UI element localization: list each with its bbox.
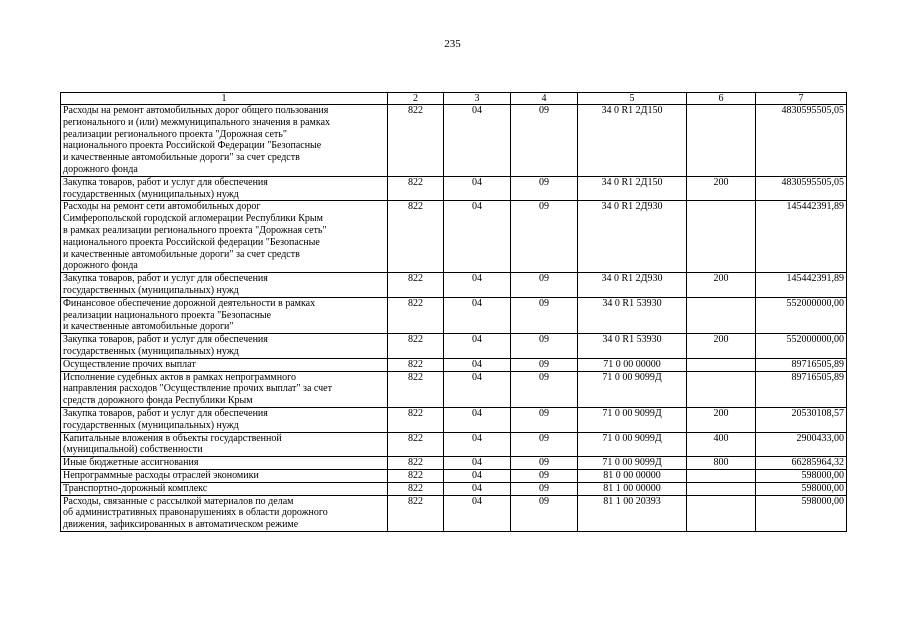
expense-name-cell: Финансовое обеспечение дорожной деятельности в рамках реализации национального проекта "Безопасные и качественные автомобильные дороги" [61,297,388,333]
table-row [61,432,847,457]
section-code-cell: 04 [444,371,511,407]
ministry-code-cell: 822 [388,273,444,298]
target-article-cell: 71 0 00 9099Д [578,371,687,407]
target-article-cell: 34 0 R1 2Д150 [578,105,687,177]
expense-name-cell: Расходы на ремонт автомобильных дорог общего пользования регионального и (или) межмуниципального значения в рамках реализации регионального проекта "Дорожная сеть" национального проекта Российской Федерации "Безопасные и качественные автомобильные дороги" за счет средств дорожного фонда [61,105,388,177]
ministry-code-cell: 822 [388,358,444,371]
ministry-code-cell: 822 [388,371,444,407]
expense-name-cell: Иные бюджетные ассигнования [61,457,388,470]
table-row [61,297,847,333]
table-row [61,371,847,407]
expense-type-cell: 200 [687,407,756,432]
ministry-code-cell: 822 [388,495,444,531]
ministry-code-cell: 822 [388,469,444,482]
amount-cell: 598000,00 [756,482,847,495]
column-header: 6 [687,93,756,105]
ministry-code-cell: 822 [388,176,444,201]
expense-type-cell: 800 [687,457,756,470]
amount-cell: 598000,00 [756,495,847,531]
amount-cell: 89716505,89 [756,371,847,407]
table-row [61,457,847,470]
ministry-code-cell: 822 [388,334,444,359]
subsection-code-cell: 09 [511,371,578,407]
table-body [61,105,847,532]
subsection-code-cell: 09 [511,273,578,298]
amount-cell: 2900433,00 [756,432,847,457]
subsection-code-cell: 09 [511,407,578,432]
section-code-cell: 04 [444,297,511,333]
ministry-code-cell: 822 [388,105,444,177]
subsection-code-cell: 09 [511,432,578,457]
target-article-cell: 34 0 R1 53930 [578,297,687,333]
expense-type-cell [687,495,756,531]
subsection-code-cell: 09 [511,358,578,371]
amount-cell: 145442391,89 [756,201,847,273]
table-row [61,334,847,359]
column-header: 4 [511,93,578,105]
section-code-cell: 04 [444,495,511,531]
target-article-cell: 71 0 00 00000 [578,358,687,371]
table-row [61,273,847,298]
table-row [61,482,847,495]
target-article-cell: 81 0 00 00000 [578,469,687,482]
expense-name-cell: Расходы, связанные с рассылкой материалов по делам об административных правонарушениях в области дорожного движения, зафиксированных в автоматическом режиме [61,495,388,531]
expense-type-cell [687,371,756,407]
amount-cell: 552000000,00 [756,334,847,359]
target-article-cell: 34 0 R1 2Д930 [578,273,687,298]
subsection-code-cell: 09 [511,201,578,273]
expense-type-cell: 400 [687,432,756,457]
expense-type-cell: 200 [687,334,756,359]
section-code-cell: 04 [444,482,511,495]
expense-type-cell [687,105,756,177]
expense-name-cell: Закупка товаров, работ и услуг для обеспечения государственных (муниципальных) нужд [61,334,388,359]
subsection-code-cell: 09 [511,495,578,531]
expense-type-cell [687,358,756,371]
amount-cell: 598000,00 [756,469,847,482]
section-code-cell: 04 [444,358,511,371]
column-header: 2 [388,93,444,105]
expense-name-cell: Закупка товаров, работ и услуг для обеспечения государственных (муниципальных) нужд [61,176,388,201]
amount-cell: 89716505,89 [756,358,847,371]
section-code-cell: 04 [444,334,511,359]
target-article-cell: 34 0 R1 2Д150 [578,176,687,201]
amount-cell: 4830595505,05 [756,176,847,201]
header-row [61,93,847,105]
table-row [61,495,847,531]
table-row [61,407,847,432]
subsection-code-cell: 09 [511,482,578,495]
amount-cell: 145442391,89 [756,273,847,298]
page-number: 235 [444,38,461,50]
section-code-cell: 04 [444,469,511,482]
ministry-code-cell: 822 [388,201,444,273]
expense-name-cell: Осуществление прочих выплат [61,358,388,371]
section-code-cell: 04 [444,201,511,273]
column-header: 5 [578,93,687,105]
expense-name-cell: Закупка товаров, работ и услуг для обеспечения государственных (муниципальных) нужд [61,407,388,432]
target-article-cell: 71 0 00 9099Д [578,457,687,470]
ministry-code-cell: 822 [388,457,444,470]
expense-name-cell: Непрограммные расходы отраслей экономики [61,469,388,482]
table-row [61,201,847,273]
expense-name-cell: Исполнение судебных актов в рамках непрограммного направления расходов "Осуществление прочих выплат" за счет средств дорожного фонда Республики Крым [61,371,388,407]
ministry-code-cell: 822 [388,407,444,432]
column-header: 1 [61,93,388,105]
target-article-cell: 81 1 00 00000 [578,482,687,495]
expense-name-cell: Капитальные вложения в объекты государственной (муниципальной) собственности [61,432,388,457]
subsection-code-cell: 09 [511,297,578,333]
target-article-cell: 71 0 00 9099Д [578,407,687,432]
amount-cell: 4830595505,05 [756,105,847,177]
amount-cell: 66285964,32 [756,457,847,470]
section-code-cell: 04 [444,176,511,201]
target-article-cell: 71 0 00 9099Д [578,432,687,457]
table-row [61,358,847,371]
expense-type-cell [687,297,756,333]
subsection-code-cell: 09 [511,457,578,470]
table-row [61,469,847,482]
section-code-cell: 04 [444,273,511,298]
ministry-code-cell: 822 [388,297,444,333]
subsection-code-cell: 09 [511,105,578,177]
budget-table [60,92,847,532]
expense-type-cell [687,482,756,495]
section-code-cell: 04 [444,457,511,470]
expense-name-cell: Расходы на ремонт сети автомобильных дорог Симферопольской городской агломерации Республики Крым в рамках реализации регионального проекта "Дорожная сеть" национального проекта Российской федерации "Безопасные и качественные автомобильные дороги" за счет средств дорожного фонда [61,201,388,273]
section-code-cell: 04 [444,105,511,177]
amount-cell: 552000000,00 [756,297,847,333]
expense-type-cell [687,201,756,273]
expense-type-cell: 200 [687,176,756,201]
target-article-cell: 34 0 R1 53930 [578,334,687,359]
table-row [61,176,847,201]
expense-type-cell: 200 [687,273,756,298]
subsection-code-cell: 09 [511,334,578,359]
expense-name-cell: Закупка товаров, работ и услуг для обеспечения государственных (муниципальных) нужд [61,273,388,298]
amount-cell: 20530108,57 [756,407,847,432]
section-code-cell: 04 [444,432,511,457]
subsection-code-cell: 09 [511,469,578,482]
column-header: 7 [756,93,847,105]
expense-type-cell [687,469,756,482]
target-article-cell: 81 1 00 20393 [578,495,687,531]
section-code-cell: 04 [444,407,511,432]
column-header: 3 [444,93,511,105]
expense-name-cell: Транспортно-дорожный комплекс [61,482,388,495]
subsection-code-cell: 09 [511,176,578,201]
ministry-code-cell: 822 [388,432,444,457]
table-row [61,105,847,177]
target-article-cell: 34 0 R1 2Д930 [578,201,687,273]
ministry-code-cell: 822 [388,482,444,495]
